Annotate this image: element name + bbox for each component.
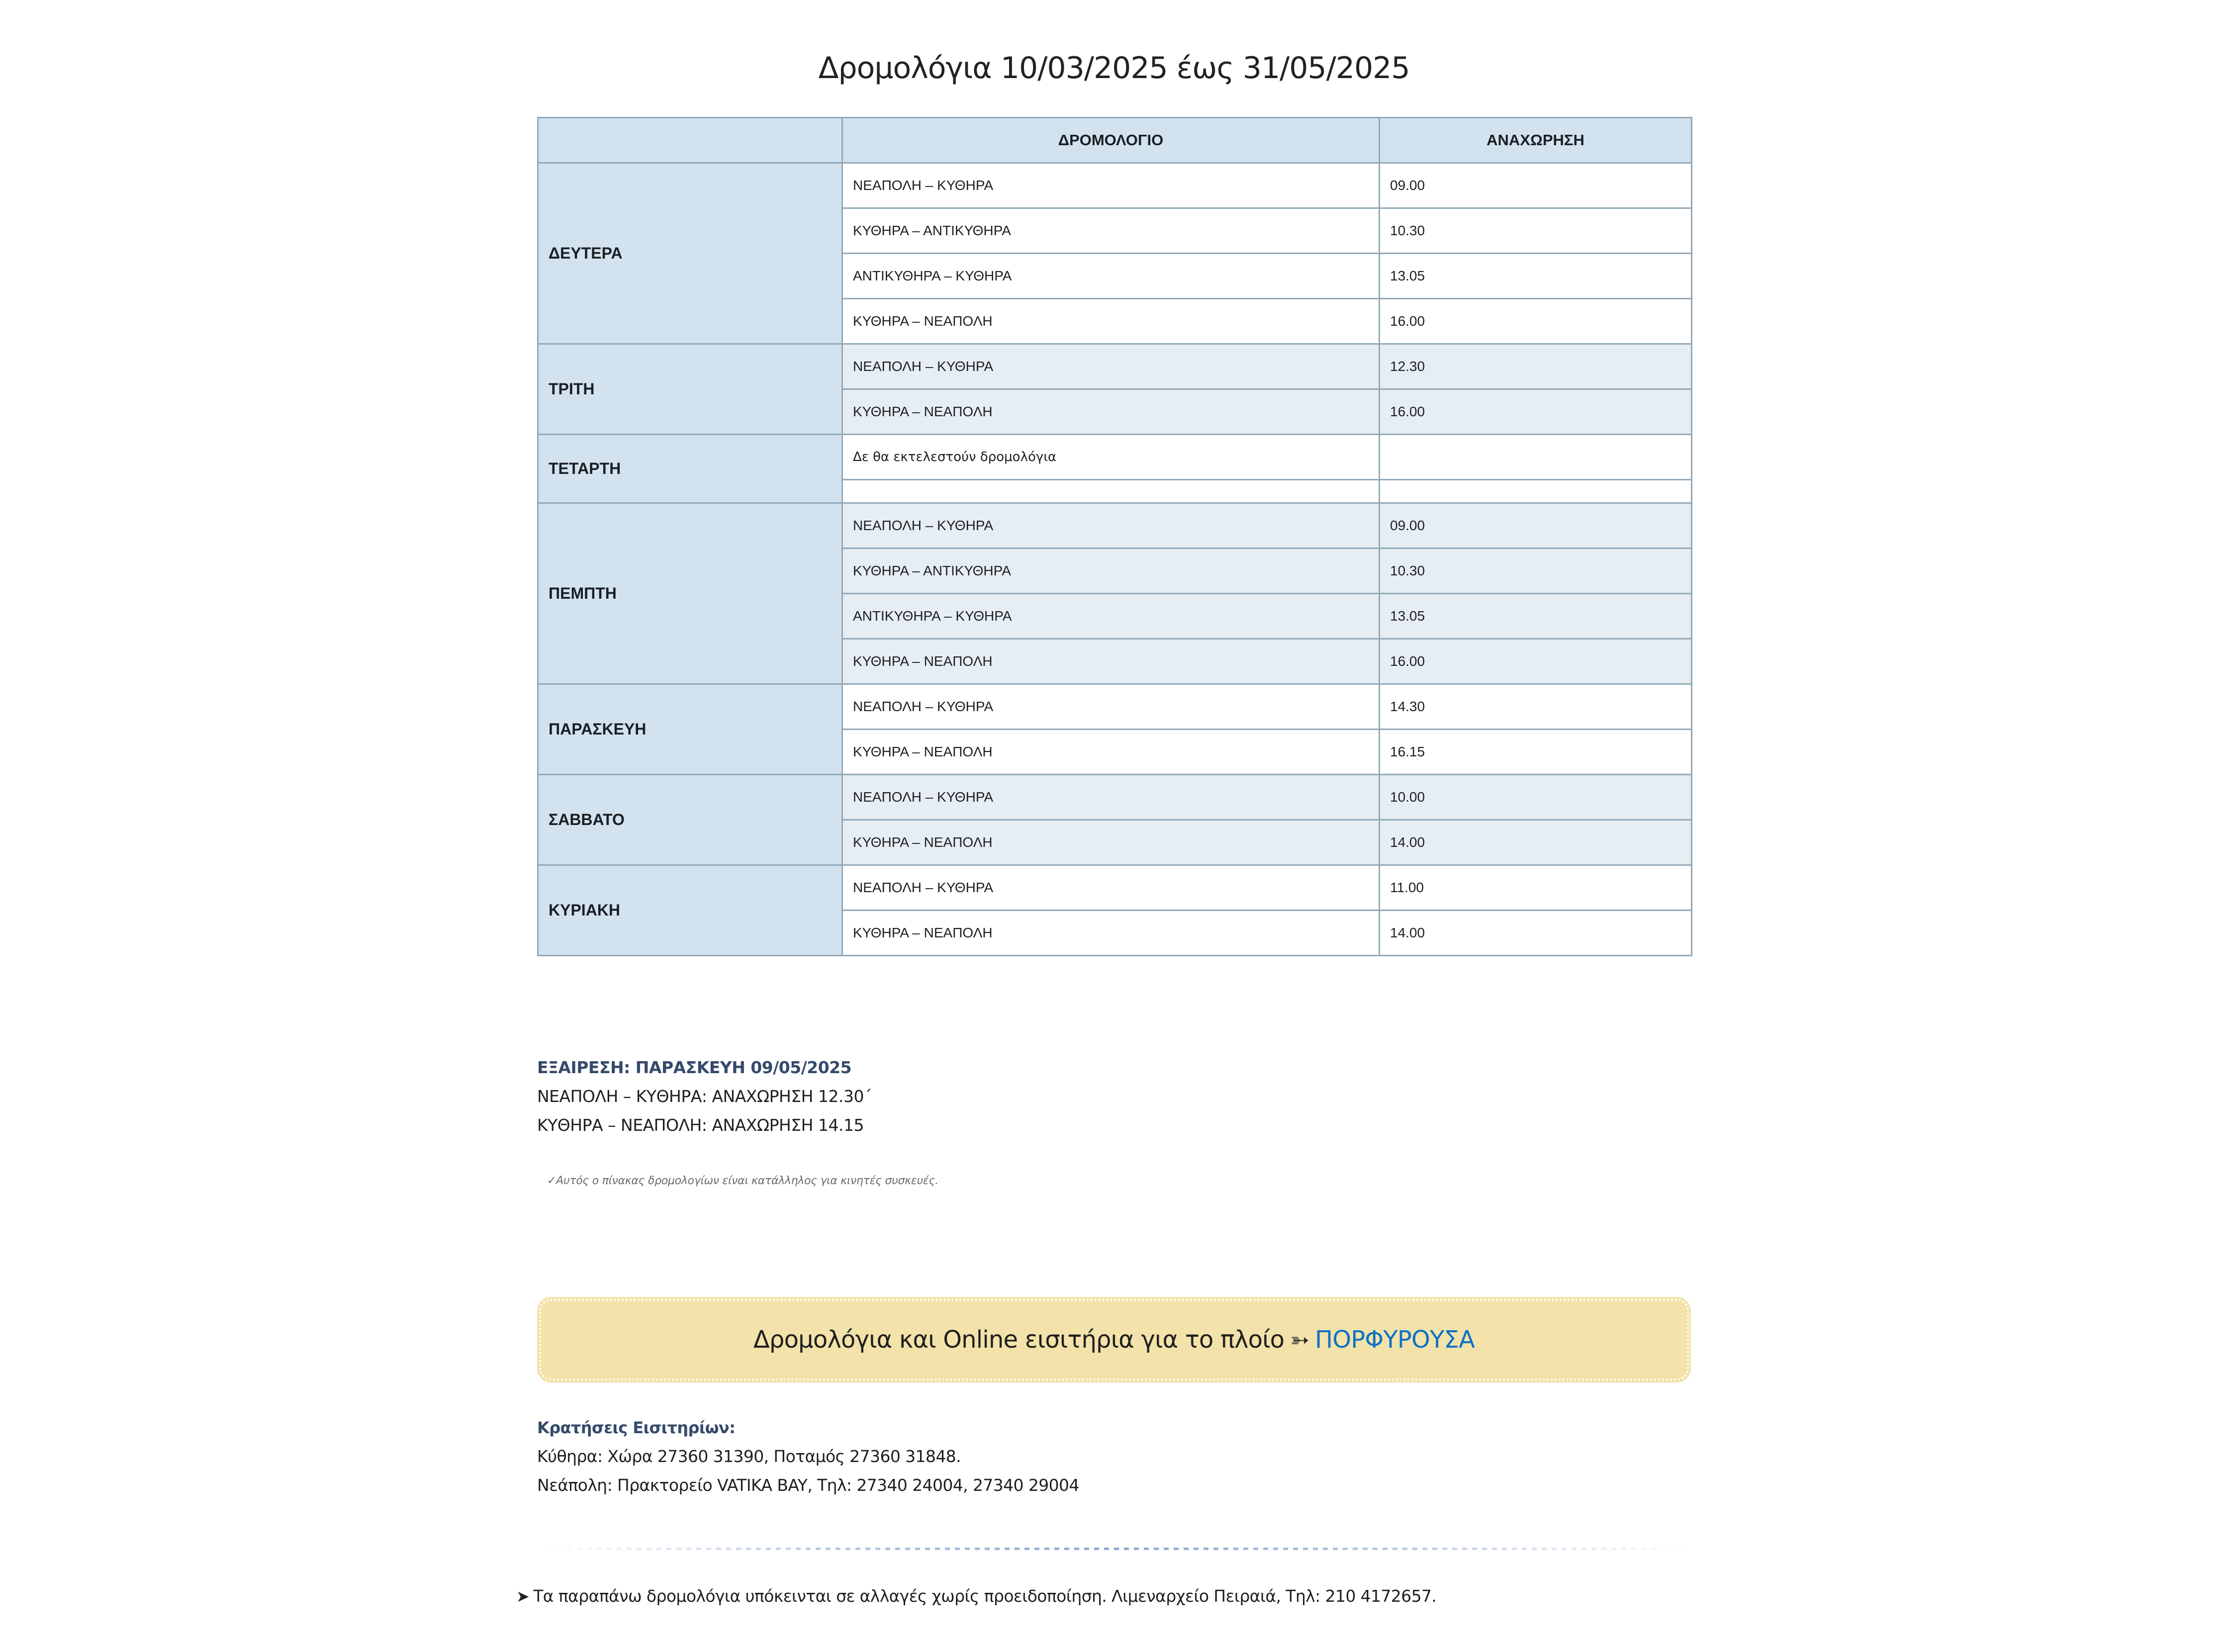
route-cell: ΚΥΘΗΡΑ – ΑΝΤΙΚΥΘΗΡΑ <box>842 549 1380 594</box>
day-cell-monday: ΔΕΥΤΕΡΑ <box>538 163 842 344</box>
mobile-friendly-note: ✓Αυτός ο πίνακας δρομολογίων είναι κατάλληλος για κινητές συσκευές. <box>547 1175 938 1187</box>
ship-link[interactable]: ΠΟΡΦΥΡΟΥΣΑ <box>1314 1326 1475 1354</box>
departure-cell-empty <box>1380 480 1692 503</box>
banner-text: Δρομολόγια και Online εισιτήρια για το πλοίο <box>753 1326 1285 1354</box>
booking-info <box>537 1413 1691 1500</box>
departure-cell: 14.00 <box>1380 820 1692 865</box>
departure-cell: 10.30 <box>1380 208 1692 254</box>
day-cell-friday: ΠΑΡΑΣΚΕΥΗ <box>538 684 842 775</box>
route-cell: ΚΥΘΗΡΑ – ΝΕΑΠΟΛΗ <box>842 639 1380 684</box>
departure-cell: 12.30 <box>1380 344 1692 389</box>
footer-note <box>516 1585 1436 1607</box>
departure-cell: 16.00 <box>1380 639 1692 684</box>
header-day <box>538 118 842 163</box>
table-row <box>538 775 1692 820</box>
departure-cell: 16.00 <box>1380 389 1692 435</box>
route-cell: ΚΥΘΗΡΑ – ΝΕΑΠΟΛΗ <box>842 730 1380 775</box>
route-cell: ΚΥΘΗΡΑ – ΑΝΤΙΚΥΘΗΡΑ <box>842 208 1380 254</box>
day-cell-sunday: ΚΥΡΙΑΚΗ <box>538 865 842 956</box>
route-cell: ΚΥΘΗΡΑ – ΝΕΑΠΟΛΗ <box>842 389 1380 435</box>
schedule-table <box>537 117 1692 956</box>
day-cell-thursday: ΠΕΜΠΤΗ <box>538 503 842 684</box>
departure-cell: 10.00 <box>1380 775 1692 820</box>
route-cell: ΚΥΘΗΡΑ – ΝΕΑΠΟΛΗ <box>842 299 1380 344</box>
route-cell: ΝΕΑΠΟΛΗ – ΚΥΘΗΡΑ <box>842 865 1380 911</box>
table-row <box>538 684 1692 730</box>
route-cell: ΝΕΑΠΟΛΗ – ΚΥΘΗΡΑ <box>842 163 1380 208</box>
departure-cell: 14.00 <box>1380 911 1692 956</box>
route-cell: ΝΕΑΠΟΛΗ – ΚΥΘΗΡΑ <box>842 684 1380 730</box>
departure-cell: 09.00 <box>1380 163 1692 208</box>
route-cell: ΚΥΘΗΡΑ – ΝΕΑΠΟΛΗ <box>842 911 1380 956</box>
exception-line: ΝΕΑΠΟΛΗ – ΚΥΘΗΡΑ: ΑΝΑΧΩΡΗΣΗ 12.30΄ <box>537 1087 872 1106</box>
departure-cell: 16.15 <box>1380 730 1692 775</box>
exception-title: ΕΞΑΙΡΕΣΗ: ΠΑΡΑΣΚΕΥΗ 09/05/2025 <box>537 1058 852 1077</box>
booking-title: Κρατήσεις Εισιτηρίων: <box>537 1418 736 1437</box>
departure-cell: 10.30 <box>1380 549 1692 594</box>
departure-cell: 14.30 <box>1380 684 1692 730</box>
no-service-note: Δε θα εκτελεστούν δρομολόγια <box>842 435 1380 480</box>
route-cell: ΑΝΤΙΚΥΘΗΡΑ – ΚΥΘΗΡΑ <box>842 254 1380 299</box>
route-cell: ΑΝΤΙΚΥΘΗΡΑ – ΚΥΘΗΡΑ <box>842 594 1380 639</box>
departure-cell: 16.00 <box>1380 299 1692 344</box>
arrow-icon: ➳ <box>1290 1326 1309 1353</box>
day-cell-wednesday: ΤΕΤΑΡΤΗ <box>538 435 842 503</box>
table-row <box>538 503 1692 549</box>
table-header-row <box>538 118 1692 163</box>
route-cell: ΝΕΑΠΟΛΗ – ΚΥΘΗΡΑ <box>842 503 1380 549</box>
exception-line: ΚΥΘΗΡΑ – ΝΕΑΠΟΛΗ: ΑΝΑΧΩΡΗΣΗ 14.15 <box>537 1115 864 1135</box>
booking-line-kythira: Κύθηρα: Χώρα 27360 31390, Ποταμός 27360 31848. <box>537 1447 961 1466</box>
header-departure: ΑΝΑΧΩΡΗΣΗ <box>1380 118 1692 163</box>
exception-notice <box>537 1053 1691 1140</box>
arrow-bullet-icon: ➤ <box>516 1587 530 1606</box>
ship-banner <box>537 1297 1691 1382</box>
dashed-divider <box>537 1548 1691 1550</box>
route-cell: ΝΕΑΠΟΛΗ – ΚΥΘΗΡΑ <box>842 775 1380 820</box>
table-row <box>538 163 1692 208</box>
day-cell-tuesday: ΤΡΙΤΗ <box>538 344 842 435</box>
table-row <box>538 865 1692 911</box>
booking-line-neapoli: Νεάπολη: Πρακτορείο VATIKA BAY, Τηλ: 27340 24004, 27340 29004 <box>537 1475 1079 1495</box>
departure-cell: 13.05 <box>1380 254 1692 299</box>
day-cell-saturday: ΣΑΒΒΑΤΟ <box>538 775 842 865</box>
route-cell-empty <box>842 480 1380 503</box>
departure-cell: 11.00 <box>1380 865 1692 911</box>
route-cell: ΝΕΑΠΟΛΗ – ΚΥΘΗΡΑ <box>842 344 1380 389</box>
departure-cell: 09.00 <box>1380 503 1692 549</box>
footer-text: Τα παραπάνω δρομολόγια υπόκεινται σε αλλαγές χωρίς προειδοποίηση. Λιμεναρχείο Πειραιά, Τηλ: 210 4172657. <box>533 1586 1437 1606</box>
table-row <box>538 344 1692 389</box>
table-row <box>538 435 1692 480</box>
departure-cell: 13.05 <box>1380 594 1692 639</box>
route-cell: ΚΥΘΗΡΑ – ΝΕΑΠΟΛΗ <box>842 820 1380 865</box>
departure-cell-empty <box>1380 435 1692 480</box>
page-title: Δρομολόγια 10/03/2025 έως 31/05/2025 <box>818 51 1410 86</box>
header-route: ΔΡΟΜΟΛΟΓΙΟ <box>842 118 1380 163</box>
divider-dashes <box>537 1548 1691 1550</box>
